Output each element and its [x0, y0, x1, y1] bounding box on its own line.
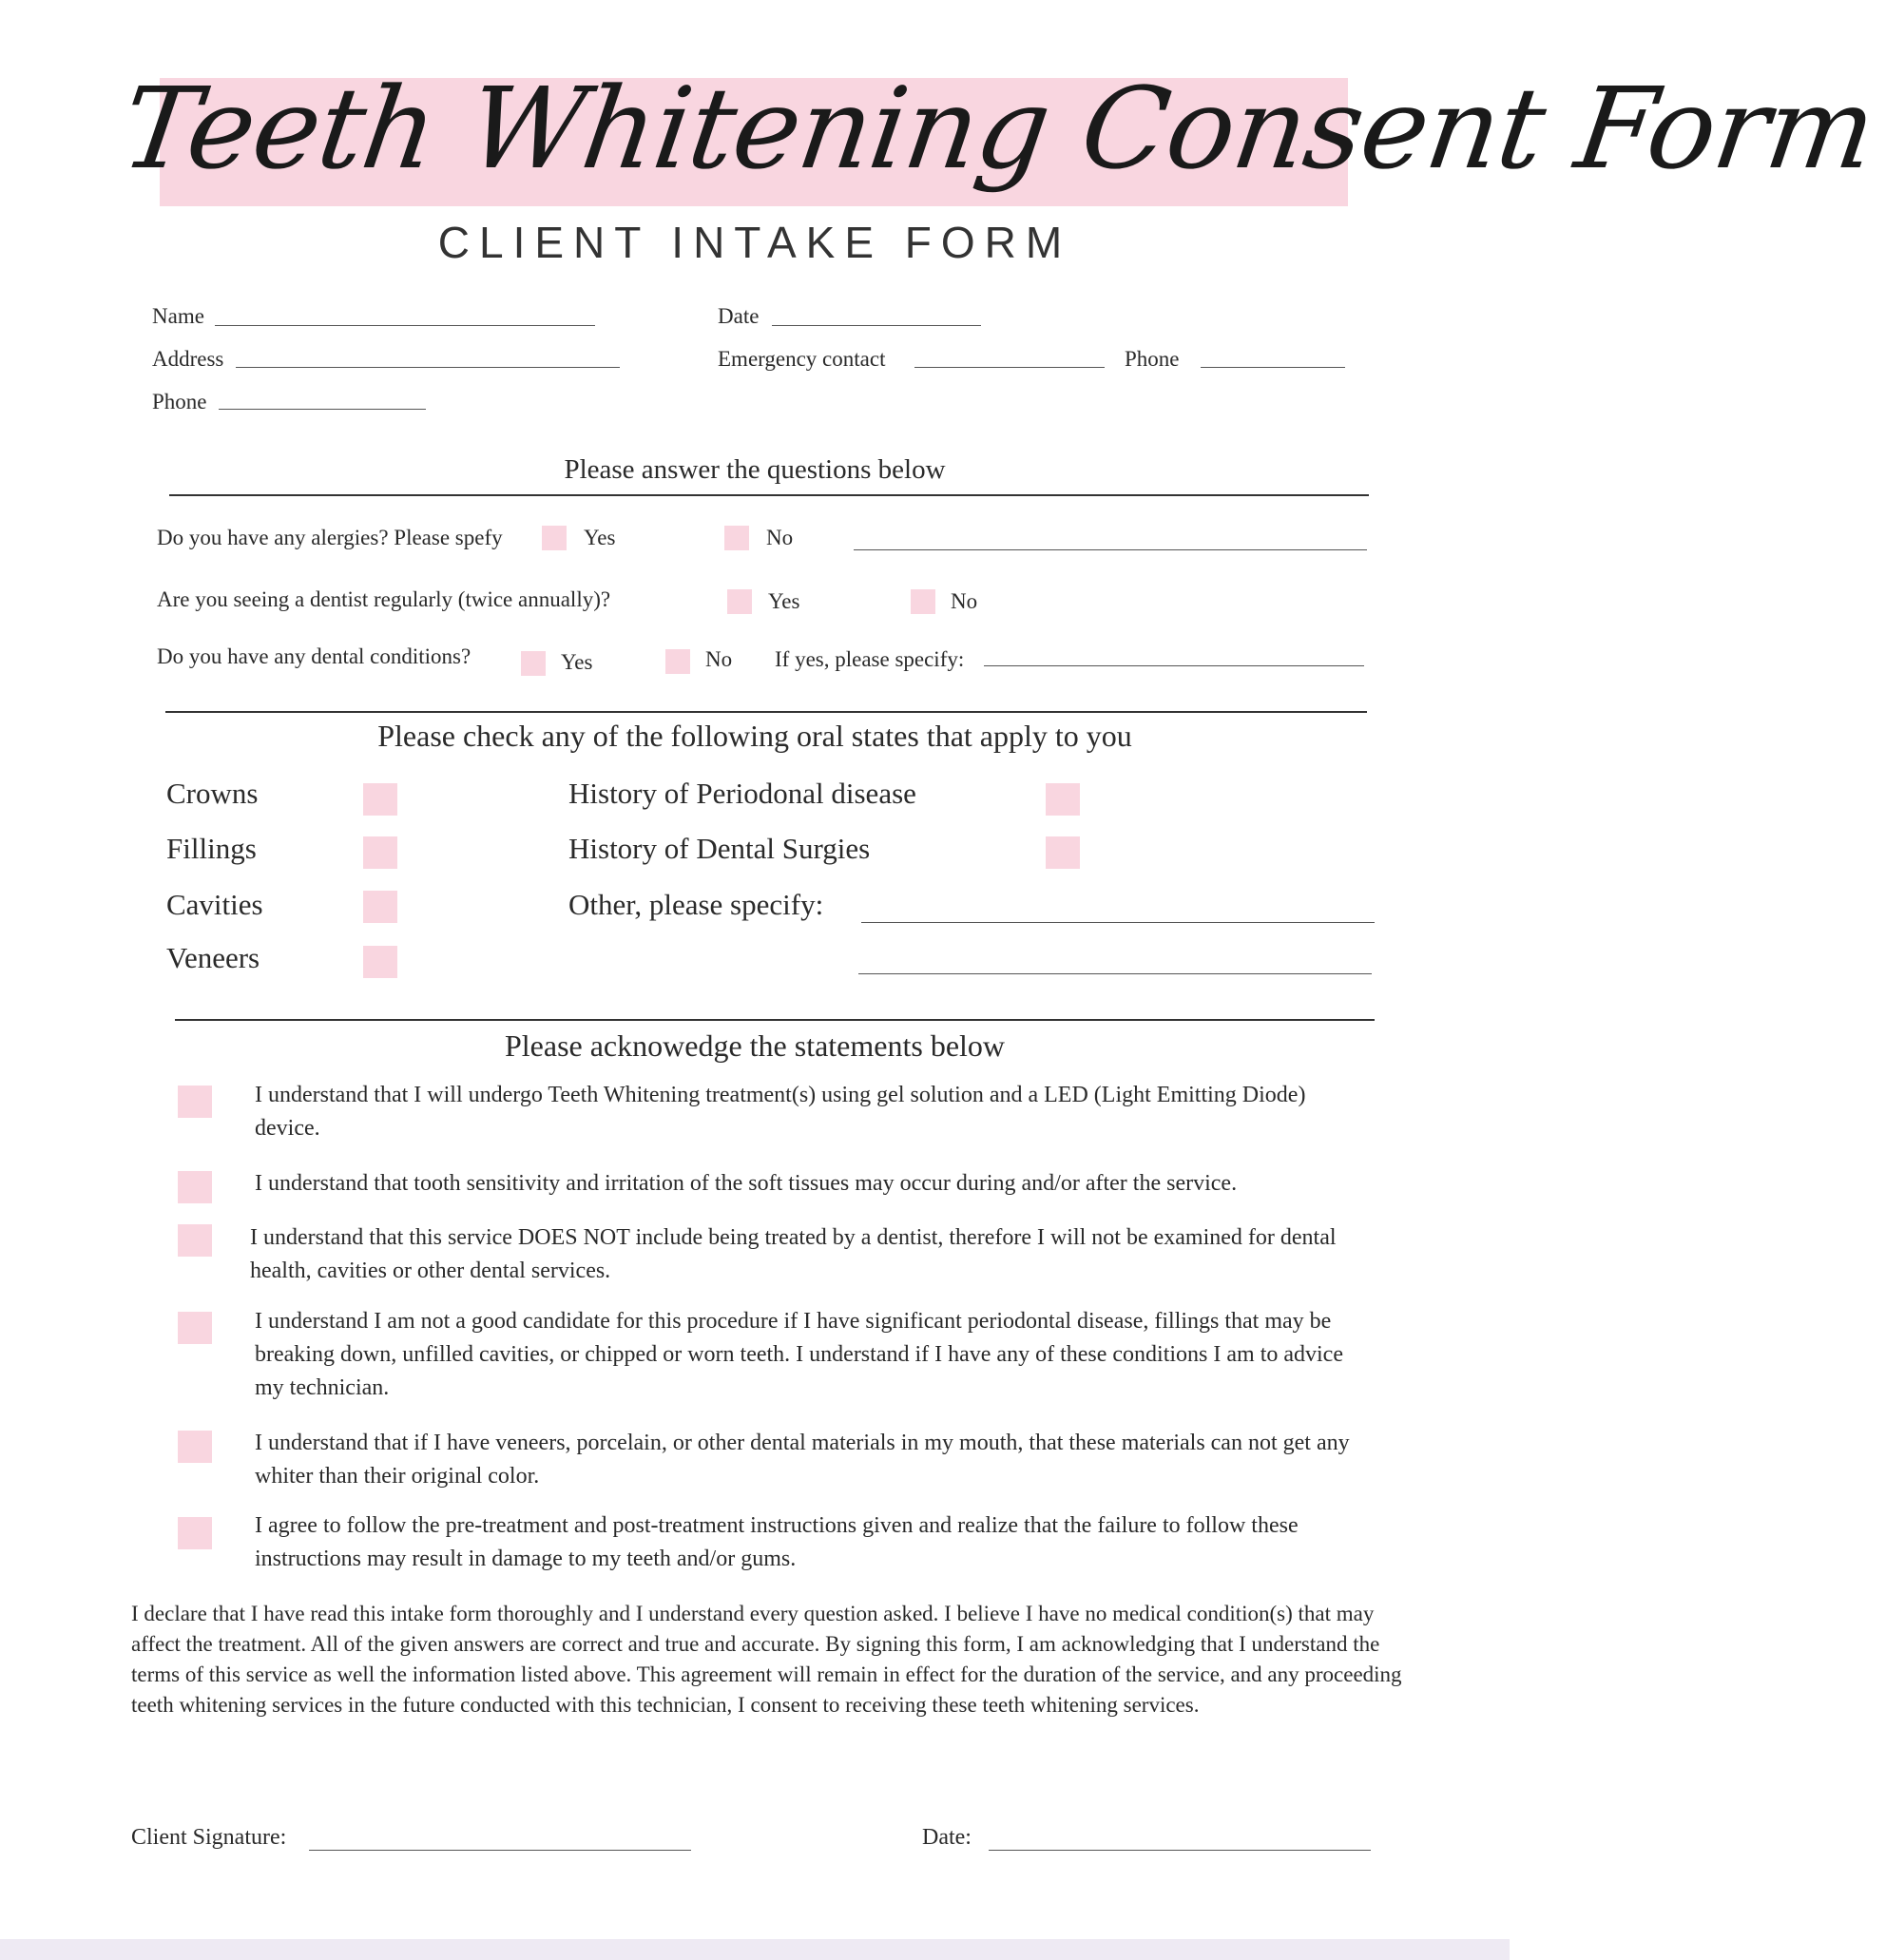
signature-date-field[interactable]	[989, 1850, 1371, 1851]
statement-6-checkbox[interactable]	[178, 1517, 212, 1549]
conditions-specify-field[interactable]	[984, 665, 1364, 666]
other-specify-field[interactable]	[861, 922, 1375, 923]
veneers-label: Veneers	[166, 941, 260, 974]
address-label: Address	[152, 347, 224, 371]
emergency-contact-label: Emergency contact	[718, 347, 886, 371]
statement-6-text: I agree to follow the pre-treatment and post-treatment instructions given and realize that the failure to follow these instructions may result in damage to my teeth and/or gums.	[255, 1513, 1299, 1571]
name-field[interactable]	[215, 325, 595, 326]
fillings-label: Fillings	[166, 832, 257, 865]
emergency-phone-field[interactable]	[1201, 367, 1345, 368]
periodontal-checkbox[interactable]	[1046, 783, 1080, 816]
conditions-no-checkbox[interactable]	[665, 649, 690, 674]
conditions-yes-checkbox[interactable]	[521, 651, 546, 676]
name-label: Name	[152, 304, 204, 328]
phone-field[interactable]	[219, 409, 426, 410]
statement-5-checkbox[interactable]	[178, 1431, 212, 1463]
section-divider	[165, 711, 1367, 713]
statement-3-checkbox[interactable]	[178, 1224, 212, 1257]
statement-1-text: I understand that I will undergo Teeth Whitening treatment(s) using gel solution and a LED (Light Emitting Diode) device.	[255, 1083, 1306, 1141]
conditions-question: Do you have any dental conditions?	[157, 644, 472, 668]
emergency-phone-label: Phone	[1125, 347, 1180, 371]
allergies-yes-label: Yes	[584, 526, 616, 549]
client-signature-label: Client Signature:	[131, 1825, 287, 1850]
statement-1-checkbox[interactable]	[178, 1086, 212, 1118]
dentist-yes-label: Yes	[768, 589, 800, 613]
conditions-specify-label: If yes, please specify:	[775, 647, 965, 671]
client-signature-field[interactable]	[309, 1850, 691, 1851]
oral-states-heading: Please check any of the following oral states that apply to you	[377, 719, 1132, 753]
statement-4-text: I understand I am not a good candidate for this procedure if I have significant periodontal disease, fillings that may be breaking down, unfilled cavities, or chipped or worn teeth. I understand if I have any of these conditions I am to advice my technician.	[255, 1309, 1343, 1400]
fillings-checkbox[interactable]	[363, 836, 397, 869]
cavities-label: Cavities	[166, 888, 263, 921]
page-footer-band	[0, 1939, 1510, 1960]
allergies-yes-checkbox[interactable]	[542, 526, 567, 550]
statement-4-checkbox[interactable]	[178, 1312, 212, 1344]
questions-heading: Please answer the questions below	[564, 454, 946, 485]
conditions-yes-label: Yes	[561, 650, 593, 674]
signature-date-label: Date:	[922, 1825, 972, 1850]
emergency-contact-field[interactable]	[914, 367, 1105, 368]
date-label: Date	[718, 304, 760, 328]
statement-3-text: I understand that this service DOES NOT include being treated by a dentist, therefore I will not be examined for dental health, cavities or other dental services.	[250, 1225, 1337, 1283]
crowns-checkbox[interactable]	[363, 783, 397, 816]
declaration-text: I declare that I have read this intake form thoroughly and I understand every question asked. I believe I have no medical condition(s) that may affect the treatment. All of the given answers are correct and true and accurate. By signing this form, I am acknowledging that I understand the terms of this service as well the information listed above. This agreement will remain in effect for the duration of the service, and any proceeding teeth whitening services in the future conducted with this technician, I consent to receiving these teeth whitening services.	[131, 1602, 1402, 1717]
allergies-no-checkbox[interactable]	[724, 526, 749, 550]
date-field[interactable]	[772, 325, 981, 326]
dentist-no-label: No	[951, 589, 978, 613]
periodontal-label: History of Periodonal disease	[568, 777, 916, 810]
statement-2-checkbox[interactable]	[178, 1171, 212, 1203]
crowns-label: Crowns	[166, 777, 259, 810]
allergies-specify-field[interactable]	[854, 549, 1367, 550]
statement-5-text: I understand that if I have veneers, porcelain, or other dental materials in my mouth, that these materials can not get any whiter than their original color.	[255, 1431, 1350, 1489]
allergies-question: Do you have any alergies? Please spefy	[157, 526, 503, 549]
statement-2-text: I understand that tooth sensitivity and irritation of the soft tissues may occur during and/or after the service.	[255, 1171, 1238, 1196]
other-specify-label: Other, please specify:	[568, 888, 824, 921]
acknowledge-heading: Please acknowedge the statements below	[504, 1028, 1006, 1063]
conditions-no-label: No	[705, 647, 733, 671]
address-field[interactable]	[236, 367, 620, 368]
dental-surgies-checkbox[interactable]	[1046, 836, 1080, 869]
dentist-no-checkbox[interactable]	[911, 589, 935, 614]
allergies-no-label: No	[766, 526, 794, 549]
page-title: Teeth Whitening Consent Form	[114, 63, 1883, 194]
section-divider	[175, 1019, 1375, 1021]
other-specify-field-2[interactable]	[858, 973, 1372, 974]
dental-surgies-label: History of Dental Surgies	[568, 832, 871, 865]
section-divider	[169, 494, 1369, 496]
dentist-question: Are you seeing a dentist regularly (twice annually)?	[157, 587, 611, 611]
veneers-checkbox[interactable]	[363, 946, 397, 978]
page-subtitle: CLIENT INTAKE FORM	[437, 218, 1072, 267]
phone-label: Phone	[152, 390, 207, 413]
cavities-checkbox[interactable]	[363, 891, 397, 923]
dentist-yes-checkbox[interactable]	[727, 589, 752, 614]
